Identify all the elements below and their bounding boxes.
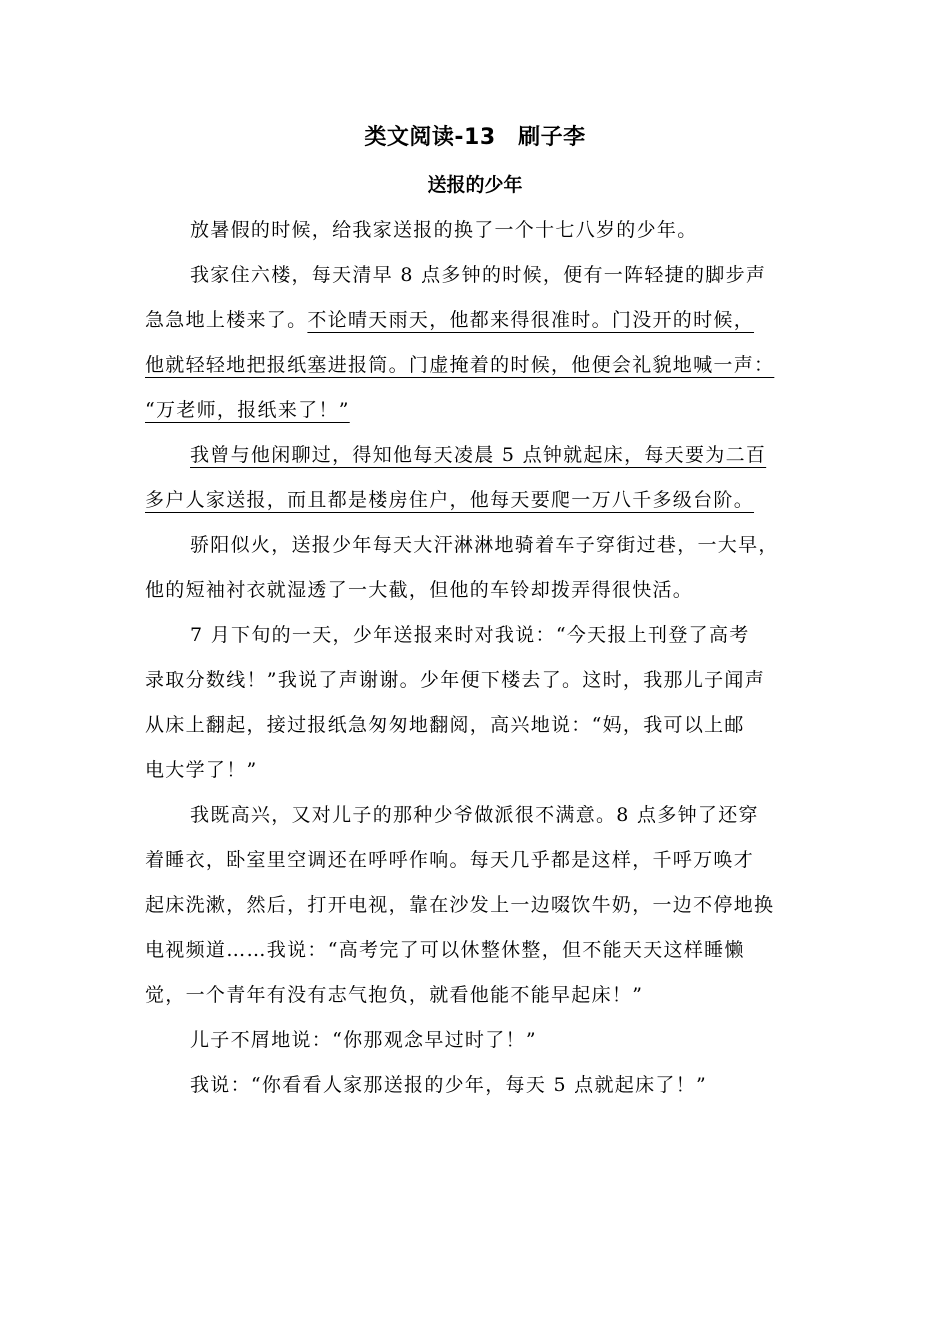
paragraph-line: 他的短袖衬衣就湿透了一大截，但他的车铃却拨弄得很快活。 xyxy=(145,579,694,601)
paragraph-line: 我既高兴，又对儿子的那种少爷做派很不满意。8 点多钟了还穿 xyxy=(190,804,759,826)
paragraph-line: 电视频道……我说：“高考完了可以休整休整，但不能天天这样睡懒 xyxy=(145,939,745,961)
underlined-line: 他就轻轻地把报纸塞进报筒。门虚掩着的时候，他便会礼貌地喊一声： xyxy=(145,354,775,376)
paragraph-line: 骄阳似火，送报少年每天大汗淋淋地骑着车子穿街过巷，一大早， xyxy=(190,534,779,556)
paragraph-line: 起床洗漱，然后，打开电视，靠在沙发上一边啜饮牛奶，一边不停地换 xyxy=(145,894,775,916)
paragraph-line: 着睡衣，卧室里空调还在呼呼作响。每天几乎都是这样，千呼万唤才 xyxy=(145,849,755,871)
underlined-line: 多户人家送报，而且都是楼房住户，他每天要爬一万八千多级台阶。 xyxy=(145,489,755,511)
paragraph-line: 7 月下旬的一天，少年送报来时对我说：“今天报上刊登了高考 xyxy=(190,624,750,646)
underlined-line: “万老师，报纸来了！” xyxy=(145,399,350,421)
plain-text: 急急地上楼来了。 xyxy=(145,309,308,331)
paragraph-line: 从床上翻起，接过报纸急匆匆地翻阅，高兴地说：“妈，我可以上邮 xyxy=(145,714,745,736)
paragraph-line: 录取分数线！”我说了声谢谢。少年便下楼去了。这时，我那儿子闻声 xyxy=(145,669,766,691)
paragraph-line: 觉，一个青年有没有志气抱负，就看他能不能早起床！” xyxy=(145,984,644,1006)
paragraph-line: 放暑假的时候，给我家送报的换了一个十七八岁的少年。 xyxy=(190,219,698,241)
article-subtitle: 送报的少年 xyxy=(427,174,523,196)
underlined-text: 不论晴天雨天，他都来得很准时。门没开的时候， xyxy=(307,309,755,331)
paragraph-line xyxy=(145,305,754,335)
paragraph-line: 我说：“你看看人家那送报的少年，每天 5 点就起床了！” xyxy=(190,1074,707,1096)
paragraph-line: 电大学了！” xyxy=(145,759,258,781)
paragraph-line: 我家住六楼，每天清早 8 点多钟的时候，便有一阵轻捷的脚步声 xyxy=(190,264,767,286)
document-title: 类文阅读-13 刷子李 xyxy=(364,125,586,150)
underlined-line: 我曾与他闲聊过，得知他每天凌晨 5 点钟就起床，每天要为二百 xyxy=(190,444,767,466)
paragraph-line: 儿子不屑地说：“你那观念早过时了！” xyxy=(190,1029,537,1051)
